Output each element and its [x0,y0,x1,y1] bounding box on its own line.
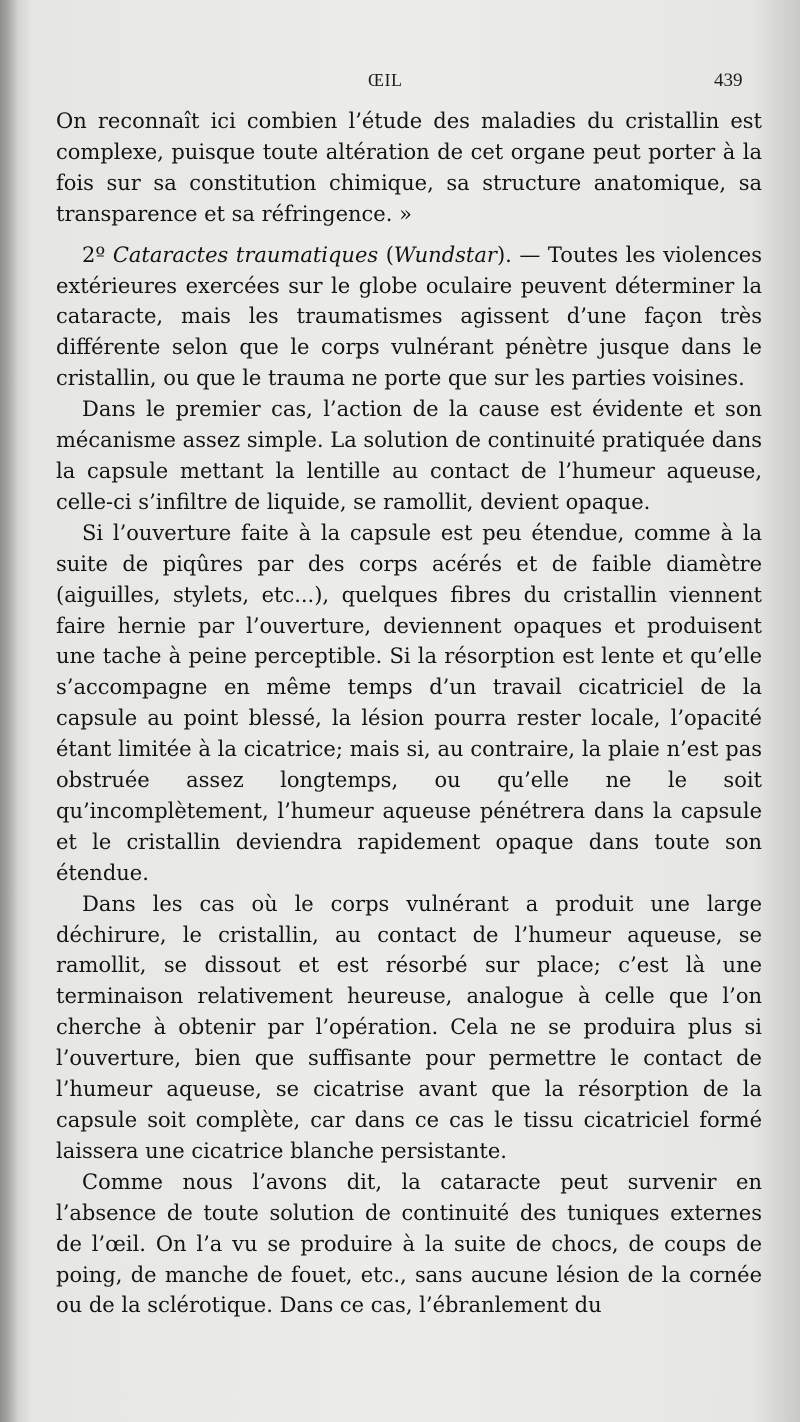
running-title: ŒIL [368,70,403,90]
paragraph-3: Dans le premier cas, l’action de la cause est évidente et son mécanisme assez simple. La solution de continuité pratiquée dans la capsule mettant la lentille au contact de l’humeur aqueuse, celle-ci s’infiltre de liquide, se ramollit, devient opaque. [56,397,762,514]
page-header [0,66,800,98]
page-number: 439 [714,70,743,91]
paragraph-1: On reconnaît ici combien l’étude des maladies du cristallin est complexe, puisque toute altération de cet organe peut porter à la fois sur sa constitution chimique, sa structure anatomique, sa transparence et sa réfringence. » [56,109,762,226]
paren-open: ( [378,242,394,267]
paragraph-6: Comme nous l’avons dit, la cataracte peut survenir en l’absence de toute solution de continuité des tuniques externes de l’œil. On l’a vu se produire à la suite de chocs, de coups de poing, de manche de fouet, etc., sans aucune lésion de la cornée ou de la sclérotique. Dans ce cas, l’ébranlement du [56,1169,762,1318]
german-term: Wundstar [393,242,497,267]
page-gutter-shadow [0,0,18,1422]
paragraph-2-text: Toutes les violences extérieures exercées sur le globe oculaire peuvent déterminer la cataracte, mais les traumatismes agissent d’une façon très différente selon que le corps vulnérant pénètre jusque dans le cristallin, ou que le trauma ne porte que sur les parties voisines. [56,242,762,391]
paragraph-2-traumatic-cataract [56,240,762,395]
section-number: 2º [82,242,106,267]
body-text [56,106,762,1321]
paragraph-5: Dans les cas où le corps vulnérant a produit une large déchirure, le cristallin, au contact de l’humeur aqueuse, se ramollit, se dissout et est résorbé sur place; c’est là une terminaison relativement heureuse, analogue à celle que l’on cherche à obtenir par l’opération. Cela ne se produira plus si l’ouverture, bien que suffisante pour permettre le contact de l’humeur aqueuse, se cicatrise avant que la résorption de la capsule soit complète, car dans ce cas le tissu cicatriciel formé laissera une cicatrice blanche persistante. [56,891,762,1163]
paragraph-4: Si l’ouverture faite à la capsule est peu étendue, comme à la suite de piqûres par des corps acérés et de faible diamètre (aiguilles, stylets, etc...), quelques fibres du cristallin viennent faire hernie par l’ouverture, deviennent opaques et produisent une tache à peine perceptible. Si la résorption est lente et qu’elle s’accompagne en même temps d’un travail cicatriciel de la capsule au point blessé, la lésion pourra rester locale, l’opacité étant limitée à la cicatrice; mais si, au contraire, la plaie n’est pas obstruée assez longtemps, ou qu’elle ne le soit qu’incomplètement, l’humeur aqueuse pénétrera dans la capsule et le cristallin deviendra rapidement opaque dans toute son étendue. [56,520,762,885]
section-heading: Cataractes traumatiques [112,242,379,267]
paren-close-dash: ). — [496,242,548,267]
